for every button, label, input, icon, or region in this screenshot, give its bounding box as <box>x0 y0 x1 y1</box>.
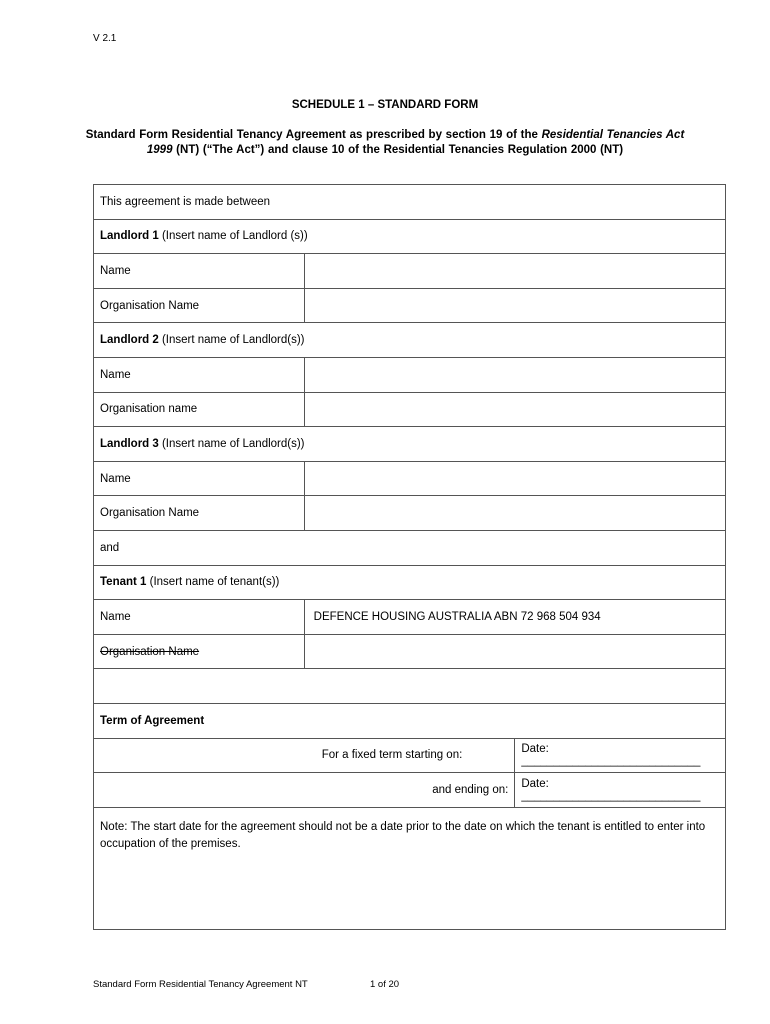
landlord2-name-row <box>94 357 726 392</box>
landlord3-header-row <box>94 427 726 462</box>
subtitle-act-name: Residential Tenancies Act 1999 <box>146 129 685 156</box>
intro-text: This agreement is made between <box>94 185 726 220</box>
landlord3-name-row <box>94 461 726 496</box>
landlord2-hint: (Insert name of Landlord(s)) <box>158 334 305 347</box>
landlord1-title: Landlord 1 <box>100 230 159 243</box>
blank-row <box>94 669 726 704</box>
tenant1-hint: (Insert name of tenant(s)) <box>146 576 280 589</box>
tenant1-org-label: Organisation Name <box>94 634 305 669</box>
landlord1-header <box>94 219 726 254</box>
tenant1-title: Tenant 1 <box>100 576 147 589</box>
note-row <box>94 807 726 929</box>
term-header-row <box>94 703 726 738</box>
tenant1-org-row <box>94 634 726 669</box>
footer-title: Standard Form Residential Tenancy Agreement NT <box>93 979 308 990</box>
tenant1-name-label: Name <box>94 600 305 635</box>
agreement-form-table <box>93 184 726 930</box>
landlord2-name-field[interactable] <box>304 357 725 392</box>
landlord2-org-row <box>94 392 726 427</box>
intro-row <box>94 185 726 220</box>
landlord3-name-label: Name <box>94 461 305 496</box>
landlord1-org-label: Organisation Name <box>94 288 305 323</box>
blank-cell <box>94 669 726 704</box>
landlord2-header-row <box>94 323 726 358</box>
landlord1-hint: (Insert name of Landlord (s)) <box>158 230 308 243</box>
landlord2-org-label: Organisation name <box>94 392 305 427</box>
term-start-row <box>94 738 726 773</box>
term-start-date-field[interactable]: Date: ____________________________ <box>515 738 726 773</box>
tenant1-org-field[interactable] <box>304 634 725 669</box>
landlord1-name-label: Name <box>94 254 305 289</box>
tenant1-header <box>94 565 726 600</box>
landlord1-org-row <box>94 288 726 323</box>
page-number: 1 of 20 <box>370 979 400 990</box>
page-title: SCHEDULE 1 – STANDARD FORM <box>291 99 479 111</box>
landlord3-org-field[interactable] <box>304 496 725 531</box>
landlord2-header <box>94 323 726 358</box>
term-title: Term of Agreement <box>94 703 726 738</box>
landlord2-org-field[interactable] <box>304 392 725 427</box>
and-row <box>94 530 726 565</box>
term-end-label: and ending on: <box>94 773 515 808</box>
term-start-label: For a fixed term starting on: <box>94 738 515 773</box>
subtitle-text-2: (NT) (“The Act”) and clause 10 of the Residential Tenancies Regulation 2000 (NT) <box>172 143 624 156</box>
landlord3-name-field[interactable] <box>304 461 725 496</box>
term-end-row <box>94 773 726 808</box>
landlord1-name-row <box>94 254 726 289</box>
note-text: Note: The start date for the agreement should not be a date prior to the date on which the tenant is entitled to enter into occupation of the premises. <box>94 807 726 929</box>
term-end-date-field[interactable]: Date: ____________________________ <box>515 773 726 808</box>
tenant1-name-field[interactable]: DEFENCE HOUSING AUSTRALIA ABN 72 968 504 934 <box>304 600 725 635</box>
landlord1-header-row <box>94 219 726 254</box>
version-label: V 2.1 <box>93 33 117 44</box>
landlord3-title: Landlord 3 <box>100 437 159 450</box>
tenant1-name-row <box>94 600 726 635</box>
tenant1-header-row <box>94 565 726 600</box>
landlord3-header <box>94 427 726 462</box>
page-subtitle <box>80 128 690 157</box>
subtitle-text-1: Standard Form Residential Tenancy Agreement as prescribed by section 19 of the <box>85 129 542 141</box>
landlord1-name-field[interactable] <box>304 254 725 289</box>
landlord1-org-field[interactable] <box>304 288 725 323</box>
landlord3-org-label: Organisation Name <box>94 496 305 531</box>
landlord2-title: Landlord 2 <box>100 334 159 347</box>
landlord3-org-row <box>94 496 726 531</box>
and-text: and <box>94 530 726 565</box>
landlord3-hint: (Insert name of Landlord(s)) <box>158 437 305 450</box>
landlord2-name-label: Name <box>94 357 305 392</box>
